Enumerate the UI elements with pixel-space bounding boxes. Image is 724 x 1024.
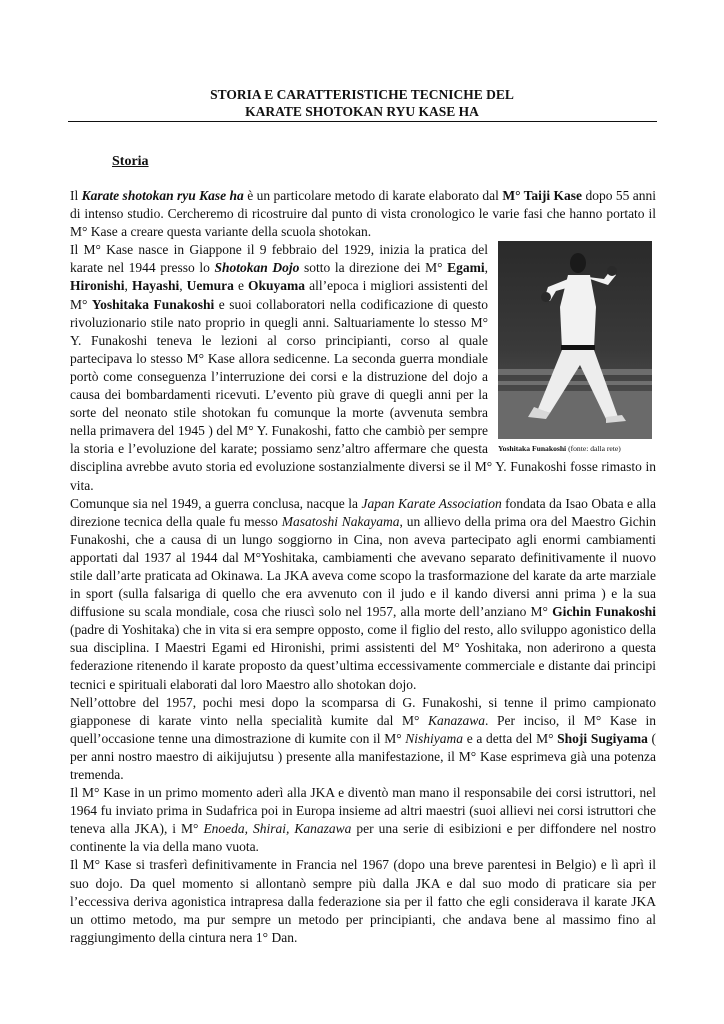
paragraph — [70, 187, 656, 241]
text-run: Hayashi — [131, 278, 180, 294]
text-run: Karate shotokan ryu Kase ha — [81, 188, 244, 203]
text-run: Gichin Funakoshi — [552, 604, 656, 620]
text-run: Il M° Kase si trasferì definitivamente in Francia nel 1967 (dopo una breve parentesi in Belgio) e lì aprì il suo dojo. Da quel momento si allontanò sempre più dalla JKA e dal suo modo di praticare sia per l’eccessiva deriva agonistica intrapresa dalla federazione sia per il fatto che egli considerava il karate JKA un ottimo metodo, ma pur sempre un metodo per principianti, che andava bene al massimo fino al raggiungimento della cintura nera 1° Dan. — [70, 857, 656, 945]
text-run: sotto la direzione dei M° — [299, 260, 448, 276]
text-run: . Per inciso, il M° Kase in quell’occasione tenne una dimostrazione di kumite con il M° — [70, 712, 656, 746]
text-run: Uemura — [186, 278, 234, 294]
text-run: per una serie di esibizioni e per diffondere nel nostro continente la via della mano vuota. — [70, 821, 656, 855]
paragraph — [70, 856, 656, 946]
title-line-1: STORIA E CARATTERISTICHE TECNICHE DEL — [210, 87, 514, 102]
text-run: Comunque sia nel 1949, a guerra conclusa, nacque la — [70, 495, 362, 511]
text-run: Shotokan Dojo — [214, 260, 300, 276]
document-body — [70, 187, 656, 947]
text-run: Kanazawa — [427, 712, 485, 728]
text-run: Il M° Kase nasce in Giappone il 9 febbraio del 1929, inizia la pratica del karate nel 1944 presso lo — [70, 242, 488, 276]
text-run: Hironishi — [70, 278, 125, 294]
text-run: (padre di Yoshitaka) che in vita si era sempre opposto, come il figlio del resto, allo sviluppo agonistico della sua disciplina. I Maestri Egami ed Hironishi, primi assistenti del M° Yoshitaka, non aderirono a questa federazione ritenendo il karate proposto da quest’ultima eccessivamente commerciale e distante dai principi tecnici e spirituali elaborati dal loro Maestro allo shotokan dojo. — [70, 622, 656, 692]
paragraph — [70, 495, 656, 694]
text-run: Shoji Sugiyama — [557, 730, 648, 746]
text-run: è un particolare metodo di karate elaborato dal — [243, 188, 503, 203]
text-run: , — [484, 260, 488, 276]
karate-photo — [498, 241, 652, 439]
text-run: e a detta del M° — [463, 730, 558, 746]
text-run: fondata da Isao Obata e alla direzione tecnica della quale fu messo — [70, 495, 657, 529]
text-run: e — [233, 278, 249, 294]
text-run: Il M° Kase in un primo momento aderì alla JKA e diventò man mano il responsabile dei corsi istruttori, nel 1964 fu inviato prima in Sudafrica poi in Europa insieme ad altri maestri (suoi allievi nei corsi istruttori che teneva alla JKA), i M° — [70, 785, 656, 837]
text-run: Japan Karate Association — [361, 495, 502, 511]
text-run: Yoshitaka Funakoshi — [91, 296, 215, 312]
text-run: all’epoca i migliori assistenti del M° — [70, 278, 489, 312]
text-run: Okuyama — [248, 278, 306, 294]
document-title — [0, 86, 724, 120]
title-underline-divider — [68, 121, 657, 122]
text-run: M° Taiji Kase — [502, 188, 583, 203]
paragraph — [70, 784, 656, 856]
paragraph — [70, 694, 656, 784]
photo-caption — [498, 444, 656, 454]
text-run: e suoi collaboratori nella codificazione di questo rivoluzionario stile nato proprio in quegli anni. Saltuariamente lo stesso M° Y. Funakoshi teneva le lezioni al corso principianti, corso al quale partecipava lo stesso M° Kase allora sedicenne. La seconda guerra mondiale portò come conseguenza l’interruzione dei corsi e la distruzione del dojo a causa dei bombardamenti ricevuti. L’evento più grave di quegli anni per la sorte del neonato stile shotokan fu comunque la morte (avvenuta sembra nella primavera del 1945 ) del M° Y. Funakoshi, fatto che cambiò per sempre la storia e l’evoluzione del karate; possiamo senz’altro affermare che questa disciplina avrebbe avuto storia ed evoluzione sostanzialmente diversi se il M° Y. Funakoshi fosse rimasto in vita. — [70, 296, 656, 493]
text-run: , — [179, 278, 187, 294]
caption-source: (fonte: dalla rete) — [566, 444, 621, 454]
text-run: Nishiyama — [405, 730, 464, 746]
text-run: Egami — [447, 260, 485, 276]
section-heading: Storia — [112, 154, 149, 169]
text-run: ( per anni nostro maestro di aikijujutsu ) presente alla manifestazione, il M° Kase esprimeva già una potenza tremenda. — [70, 730, 657, 782]
text-run: , un allievo della prima ora del Maestro Gichin Funakoshi, che a causa di un lungo soggiorno in Cina, non aveva partecipato agli enormi cambiamenti apportati dal 1937 al 1944 dal M°Yoshitaka, cambiamenti che avevano separato definitivamente il nuovo stile dall’arte praticata ad Okinawa. La JKA aveva come scopo la trasformazione del karate da arte marziale in sport (sulla falsariga di quello che era avvenuto con il judo e il kando diversi anni prima ) e la sua diffusione su scala mondiale, cosa che riuscì solo nel 1957, alla morte dell’anziano M° — [70, 513, 656, 620]
text-run: Nell’ottobre del 1957, pochi mesi dopo la scomparsa di G. Funakoshi, si tenne il primo campionato giapponese di karate vinto nella specialità kumite dal M° — [70, 694, 656, 728]
text-run: Enoeda, Shirai, Kanazawa — [203, 821, 352, 837]
caption-name: Yoshitaka Funakoshi — [498, 444, 567, 454]
title-line-2: KARATE SHOTOKAN RYU KASE HA — [245, 104, 479, 119]
text-run: , — [124, 278, 132, 294]
photo-figure — [498, 241, 656, 454]
text-run: Masatoshi Nakayama — [281, 513, 400, 529]
text-run: Il — [70, 188, 82, 203]
text-run: dopo 55 anni di intenso studio. Cercheremo di ricostruire dal punto di vista cronologico le varie fasi che hanno portato il M° Kase a creare questa variante della scuola shotokan. — [70, 188, 656, 240]
